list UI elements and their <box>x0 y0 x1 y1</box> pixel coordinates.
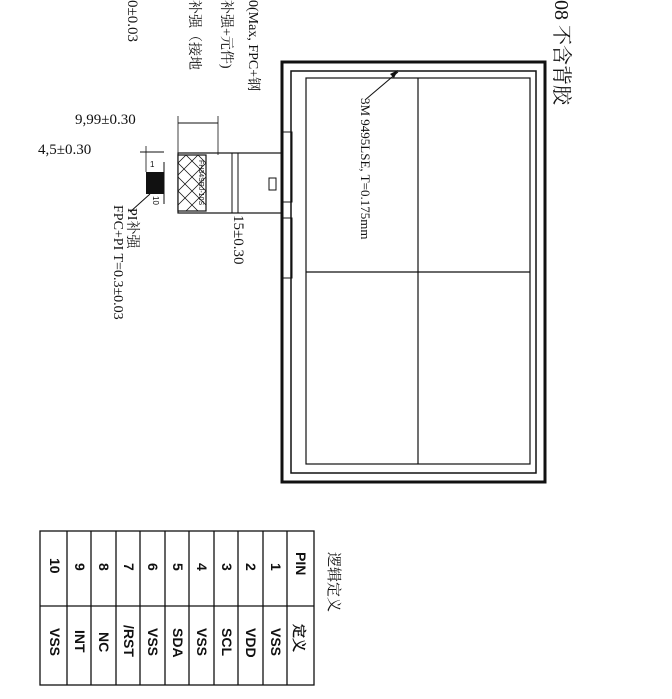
note-top-tolerance: 0±0.03 <box>124 0 140 42</box>
pin-table-cell-pin: 2 <box>243 563 259 571</box>
pin-table-cell-pin: 7 <box>121 563 137 571</box>
pin-table-cell-def: VSS <box>268 628 284 657</box>
note-max-fpc: 0(Max, FPC+钢 <box>245 0 260 92</box>
connector-code: FH34SRJ-10S <box>197 160 204 206</box>
fpc-notch <box>269 178 276 190</box>
pin-table-cell-pin: 8 <box>96 563 112 571</box>
dim-9-99-label: 9,99±0.30 <box>75 112 136 128</box>
pin-table-cell-pin: 3 <box>219 563 235 571</box>
pin-table-cell-def: SDA <box>170 628 186 658</box>
pin-table-cell-def: INT <box>72 630 88 653</box>
pi-stiffener-block <box>146 172 164 194</box>
dim-15-label: 15±0.30 <box>230 215 246 265</box>
pin-table-cell-pin: 5 <box>170 563 186 571</box>
pin-table-cell-def: VSS <box>145 628 161 657</box>
pin-table-cell-def: SCL <box>219 628 235 656</box>
dim-4-5-label: 4,5±0.30 <box>38 142 92 158</box>
pin-10-label: 10 <box>151 196 160 205</box>
pin-table-grid <box>40 531 314 685</box>
pin-table-cell-pin: 4 <box>194 563 210 571</box>
pi-stiffener-label: PI补强 <box>124 208 139 249</box>
pin-table-cell-def: VSS <box>194 628 210 657</box>
pin-table-cell-pin: 1 <box>268 563 284 571</box>
adhesive-label: 3M 9495LSE, T=0.175mm <box>358 98 373 240</box>
pin-table-cell-pin: 10 <box>47 558 63 574</box>
pin-table-cell-pin: 6 <box>145 563 161 571</box>
pin-table-title: 逻辑定义 <box>325 552 341 613</box>
fpc-pi-label: FPC+PI T=0.3±0.03 <box>110 205 125 320</box>
top-title: 08 不含背胶 <box>550 0 572 105</box>
pin-table-header-def: 定义 <box>291 624 307 652</box>
pin-table-cell-def: VSS <box>47 628 63 657</box>
pin-1-label: 1 <box>150 160 155 169</box>
pin-table-cell-pin: 9 <box>72 563 88 571</box>
pin-table-header-pin: PIN <box>293 552 309 576</box>
note-stiffener: 补强+元件) <box>218 0 233 69</box>
note-connector: 补强（接地 <box>186 0 201 70</box>
pin-table-cell-def: /RST <box>121 625 137 657</box>
pin-table-cell-def: VDD <box>243 628 259 658</box>
pin-table-cell-def: NC <box>96 632 112 653</box>
